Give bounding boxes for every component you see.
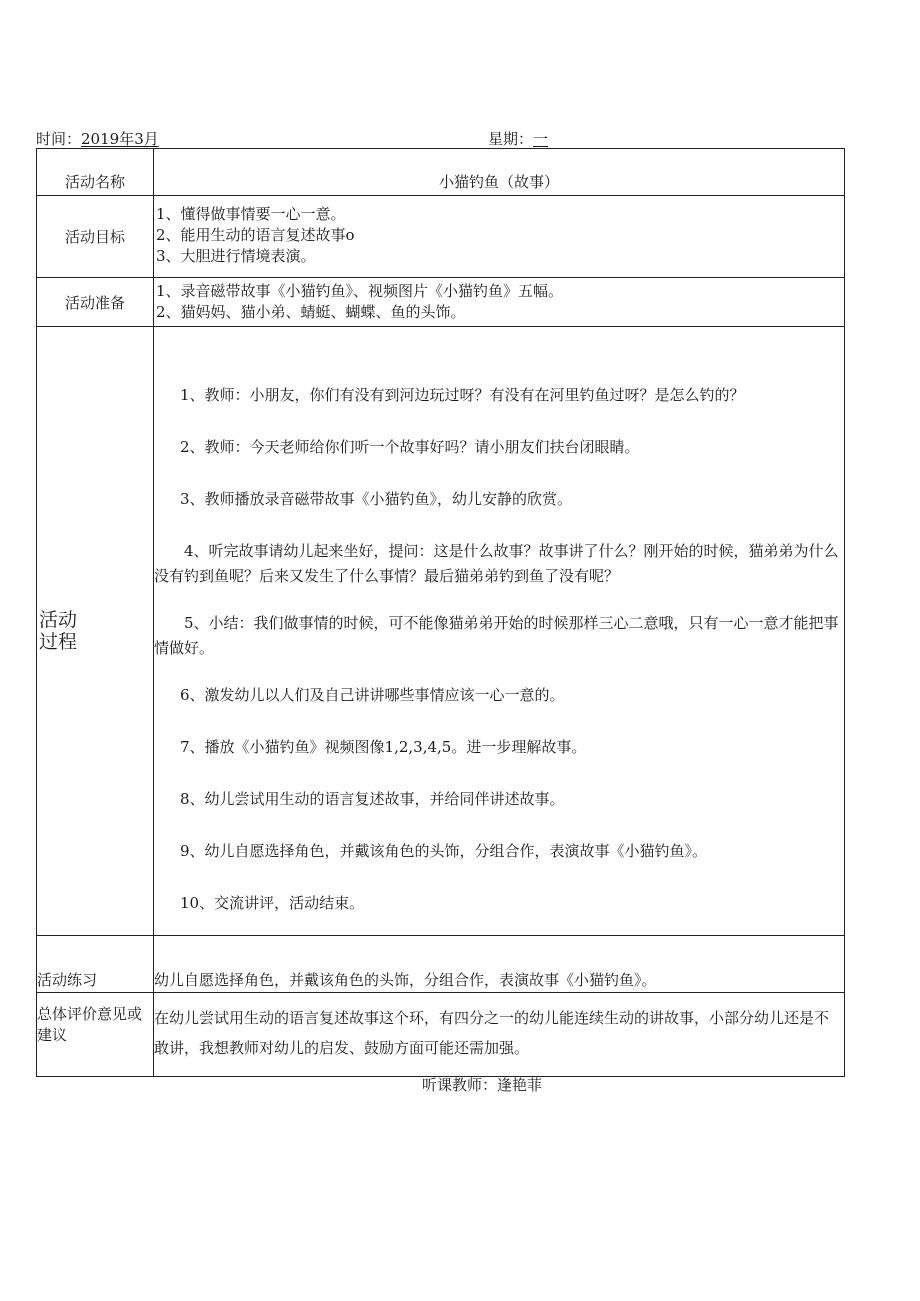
process-step: 9、幼儿自愿选择角色，并戴该角色的头饰，分组合作，表演故事《小猫钓鱼》。 (180, 842, 708, 860)
time-value: 2019年3月 (81, 130, 159, 148)
evaluation-value: 在幼儿尝试用生动的语言复述故事这个环，有四分之一的幼儿能连续生动的讲故事，小部分幼儿还是不敢讲，我想教师对幼儿的启发、鼓励方面可能还需加强。 (154, 1009, 830, 1057)
activity-name-value-cell (154, 149, 845, 196)
activity-practice-cell (154, 936, 845, 993)
activity-name-label-cell (37, 149, 154, 196)
process-step: 7、播放《小猫钓鱼》视频图像1,2,3,4,5。进一步理解故事。 (180, 738, 587, 756)
process-step: 3、教师播放录音磁带故事《小猫钓鱼》，幼儿安静的欣赏。 (180, 490, 573, 508)
activity-process-label-cell (37, 327, 154, 936)
activity-prep-label-cell (37, 278, 154, 327)
week-label: 星期： (488, 130, 534, 148)
week-value: 一 (533, 130, 549, 148)
time-field (36, 128, 159, 149)
process-step: 6、激发幼儿以人们及自己讲讲哪些事情应该一心一意的。 (180, 686, 565, 704)
process-step: 1、教师：小朋友，你们有没有到河边玩过呀？有没有在河里钓鱼过呀？是怎么钓的？ (180, 386, 745, 404)
activity-prep-cell (154, 278, 845, 327)
lesson-plan-table (36, 148, 845, 1077)
activity-practice-value: 幼儿自愿选择角色，并戴该角色的头饰，分组合作，表演故事《小猫钓鱼》。 (154, 971, 657, 989)
goal-item: 1、懂得做事情要一心一意。 (156, 205, 346, 223)
activity-name-value: 小猫钓鱼（故事） (438, 173, 559, 191)
row-evaluation (37, 993, 845, 1077)
time-label: 时间： (36, 130, 82, 148)
activity-prep-label: 活动准备 (64, 293, 125, 312)
process-step: 2、教师：今天老师给你们听一个故事好吗？请小朋友们扶台闭眼睛。 (180, 438, 640, 456)
goal-item: 3、大胆进行情境表演。 (156, 247, 316, 265)
activity-goals-cell (154, 196, 845, 278)
week-field (488, 128, 548, 149)
activity-goals-label-cell (37, 196, 154, 278)
header (36, 128, 844, 148)
process-step: 10、交流讲评，活动结束。 (180, 894, 365, 912)
row-activity-practice (37, 936, 845, 993)
evaluation-cell (154, 993, 845, 1077)
row-activity-process (37, 327, 845, 936)
activity-practice-label: 活动练习 (37, 971, 98, 989)
teacher-label: 听课教师： (422, 1076, 498, 1094)
row-activity-prep (37, 278, 845, 327)
prep-item: 1、录音磁带故事《小猫钓鱼》、视频图片《小猫钓鱼》五幅。 (156, 282, 564, 300)
activity-process-cell (154, 327, 845, 936)
evaluation-label: 总体评价意见或建议 (37, 1005, 143, 1044)
process-step: 5、小结：我们做事情的时候，可不能像猫弟弟开始的时候那样三心二意哦，只有一心一意才能把事情做好。 (154, 614, 839, 657)
activity-goals-label: 活动目标 (64, 228, 125, 246)
activity-practice-label-cell (37, 936, 154, 993)
goal-item: 2、能用生动的语言复述故事o (156, 226, 355, 244)
row-activity-name (37, 149, 845, 196)
prep-item: 2、猫妈妈、猫小弟、蜻蜓、蝴蝶、鱼的头饰。 (156, 303, 466, 321)
activity-process-label: 活动过程 (39, 609, 78, 653)
evaluation-label-cell (37, 993, 154, 1077)
process-step: 8、幼儿尝试用生动的语言复述故事，并给同伴讲述故事。 (180, 790, 565, 808)
footer (422, 1074, 542, 1095)
activity-name-label: 活动名称 (64, 173, 125, 191)
row-activity-goals (37, 196, 845, 278)
process-step: 4、听完故事请幼儿起来坐好，提问：这是什么故事？故事讲了什么？刚开始的时候，猫弟弟为什么没有钓到鱼呢？后来又发生了什么事情？最后猫弟弟钓到鱼了没有呢？ (154, 542, 839, 585)
teacher-name: 逢艳菲 (497, 1076, 543, 1094)
